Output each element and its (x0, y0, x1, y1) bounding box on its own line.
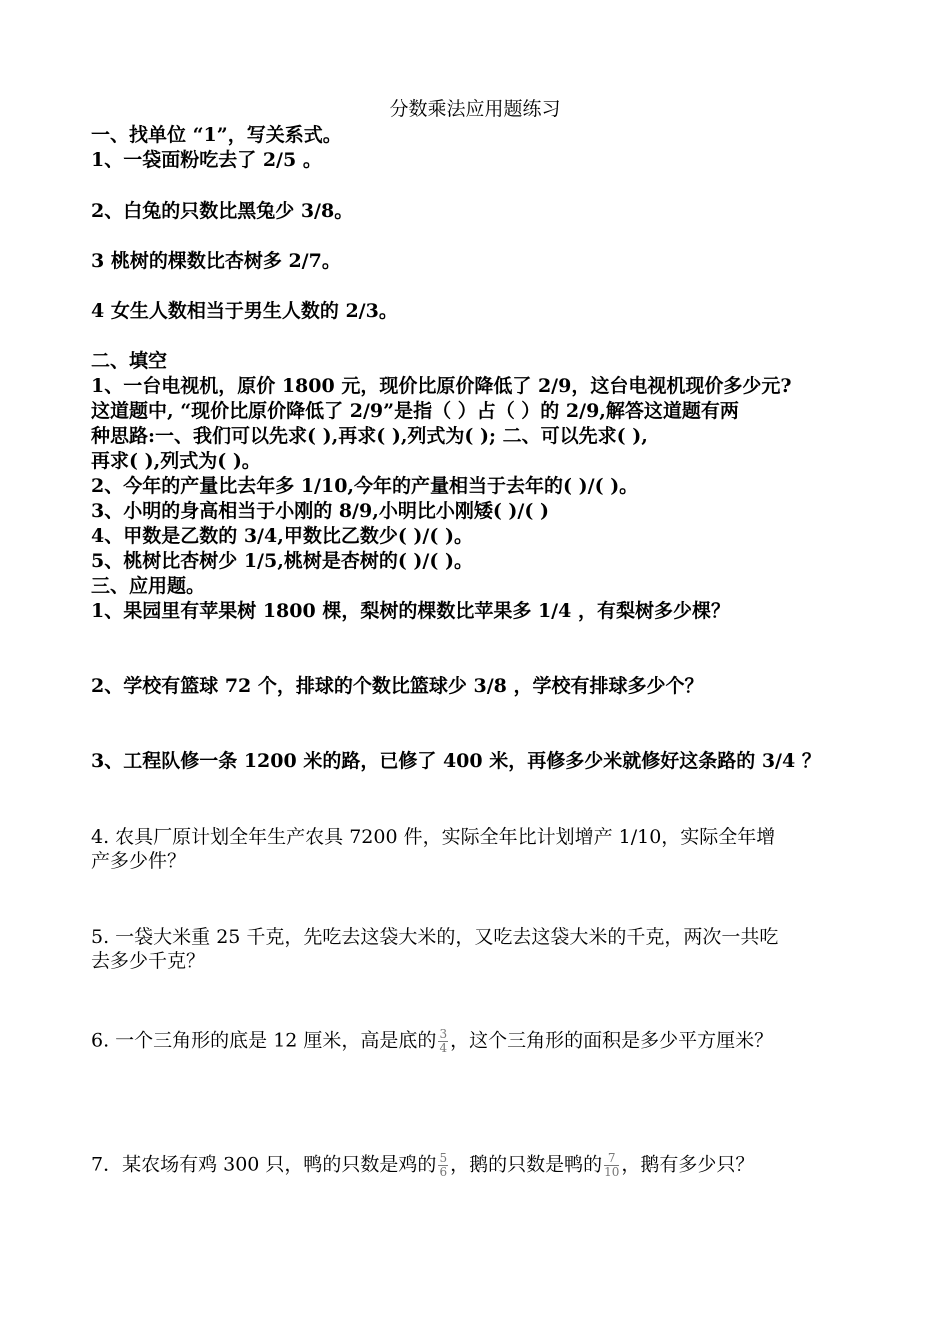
q6-fraction (438, 1028, 448, 1055)
q6-fraction-denominator: 4 (439, 1041, 448, 1055)
page-title: 分数乘法应用题练习 (389, 98, 561, 120)
section2-q1-line-4: 再求( ),列式为( )。 (91, 450, 261, 472)
section3-q3: 3、工程队修一条 1200 米的路，已修了 400 米，再修多少米就修好这条路的 3/4 ？ (91, 750, 821, 772)
section3-q5-line-1: 5. 一袋大米重 25 千克，先吃去这袋大米的，又吃去这袋大米的千克，两次一共吃 (91, 926, 779, 948)
q7-fraction-1-denominator: 6 (439, 1165, 448, 1179)
section3-q4-line-2: 产多少件？ (91, 850, 187, 872)
q7-fraction-1 (438, 1152, 448, 1179)
section2-q1-line-1: 1、一台电视机，原价 1800 元，现价比原价降低了 2/9，这台电视机现价多少元? (91, 375, 792, 397)
q7-text-part3: ，鹅有多少只？ (621, 1153, 755, 1176)
section1-item-4: 4 女生人数相当于男生人数的 2/3。 (91, 300, 398, 322)
q7-text-part2: ，鹅的只数是鸭的 (450, 1153, 603, 1176)
section1-heading: 一、找单位 “1”，写关系式。 (91, 124, 342, 146)
section2-item-5: 5、桃树比杏树少 1/5,桃树是杏树的( )/( )。 (91, 550, 473, 572)
section1-item-3: 3 桃树的棵数比杏树多 2/7。 (91, 250, 341, 272)
q7-fraction-2-numerator: 7 (604, 1152, 619, 1166)
section2-q1-line-3: 种思路:一、我们可以先求( ),再求( ),列式为( ); 二、可以先求( ), (91, 425, 648, 447)
section2-item-4: 4、甲数是乙数的 3/4,甲数比乙数少( )/( )。 (91, 525, 473, 547)
q6-text-before: 6. 一个三角形的底是 12 厘米，高是底的 (91, 1029, 437, 1052)
section3-heading: 三、应用题。 (91, 575, 206, 597)
section1-item-1: 1、一袋面粉吃去了 2/5 。 (91, 149, 322, 171)
q6-fraction-numerator: 3 (439, 1027, 448, 1041)
section3-q6 (91, 1028, 773, 1055)
q7-fraction-2-denominator: 10 (604, 1165, 620, 1179)
q6-text-after: ，这个三角形的面积是多少平方厘米？ (450, 1029, 774, 1052)
section3-q4-line-1: 4. 农具厂原计划全年生产农具 7200 件，实际全年比计划增产 1/10，实际全年增 (91, 826, 776, 848)
section3-q1: 1、果园里有苹果树 1800 棵，梨树的棵数比苹果多 1/4 ，有梨树多少棵？ (91, 600, 730, 622)
section1-item-2: 2、白兔的只数比黑兔少 3/8。 (91, 200, 354, 222)
q7-fraction-1-numerator: 5 (439, 1151, 448, 1165)
section3-q5-line-2: 去多少千克？ (91, 950, 206, 972)
section2-heading: 二、填空 (91, 350, 168, 372)
section2-q1-line-2: 这道题中, “现价比原价降低了 2/9”是指（ ）占（ ）的 2/9,解答这道题有两 (91, 400, 739, 422)
section2-item-2: 2、今年的产量比去年多 1/10,今年的产量相当于去年的( )/( )。 (91, 475, 639, 497)
section3-q7 (91, 1152, 754, 1179)
q7-fraction-2 (604, 1152, 619, 1179)
section2-item-3: 3、小明的身高相当于小刚的 8/9,小明比小刚矮( )/( ) (91, 500, 549, 522)
section3-q2: 2、学校有篮球 72 个，排球的个数比篮球少 3/8 ，学校有排球多少个？ (91, 675, 704, 697)
q7-text-part1: 7．某农场有鸡 300 只，鸭的只数是鸡的 (91, 1153, 437, 1176)
